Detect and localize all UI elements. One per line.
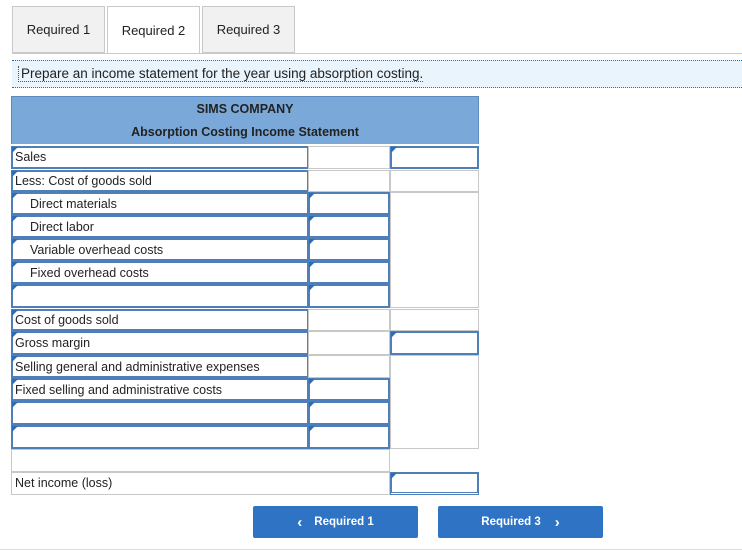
net-income-amount-input[interactable] [390, 472, 479, 495]
cogs-right-cell [390, 309, 479, 331]
tab-required-2[interactable]: Required 2 [107, 6, 200, 54]
fixed-overhead-label: Fixed overhead costs [30, 266, 149, 280]
less-cogs-right-cell [390, 170, 479, 192]
blank-row-1-amount-input[interactable] [308, 284, 390, 308]
footer-divider [0, 549, 742, 550]
instruction-text: Prepare an income statement for the year using absorption costing. [18, 66, 423, 82]
prev-required-label: Required 1 [314, 516, 374, 528]
cogs-detail-right-box [390, 192, 479, 308]
tab-divider [12, 53, 742, 54]
sales-label: Sales [15, 150, 47, 164]
gross-margin-mid-cell [308, 331, 390, 355]
instruction-banner [12, 60, 742, 88]
tab-required-1[interactable]: Required 1 [12, 6, 105, 53]
sales-amount-input[interactable] [390, 146, 479, 169]
fixed-selling-admin-amount-input[interactable] [308, 378, 390, 401]
sga-expenses-label: Selling general and administrative expenses [15, 360, 260, 374]
direct-labor-label: Direct labor [30, 220, 94, 234]
cogs-mid-cell [308, 309, 390, 331]
fixed-overhead-amount-input[interactable] [308, 261, 390, 284]
sales-mid-cell [308, 146, 390, 169]
company-name: SIMS COMPANY [11, 96, 479, 120]
cost-of-goods-sold-label: Cost of goods sold [15, 313, 119, 327]
tab-bar [12, 6, 297, 54]
tab-required-3[interactable]: Required 3 [202, 6, 295, 53]
blank-row-3-amount-input[interactable] [308, 425, 390, 449]
less-cogs-label: Less: Cost of goods sold [15, 174, 152, 188]
sga-mid-cell [308, 355, 390, 378]
sales-label-input[interactable] [11, 146, 309, 169]
statement-title: Absorption Costing Income Statement [11, 120, 479, 144]
blank-row-1-label-input[interactable] [11, 284, 309, 308]
direct-materials-amount-input[interactable] [308, 192, 390, 215]
prev-required-button[interactable] [253, 506, 418, 538]
direct-materials-label: Direct materials [30, 197, 117, 211]
blank-row-2-label-input[interactable] [11, 401, 309, 425]
chevron-left-icon: ‹ [297, 513, 303, 531]
gross-margin-label: Gross margin [15, 336, 91, 350]
next-required-label: Required 3 [481, 516, 541, 528]
chevron-right-icon: › [554, 513, 560, 531]
spacer-row [11, 449, 390, 472]
variable-overhead-amount-input[interactable] [308, 238, 390, 261]
less-cogs-mid-cell [308, 170, 390, 192]
variable-overhead-label: Variable overhead costs [30, 243, 164, 257]
next-required-button[interactable] [438, 506, 603, 538]
blank-row-2-amount-input[interactable] [308, 401, 390, 425]
direct-labor-amount-input[interactable] [308, 215, 390, 238]
gross-margin-amount-input[interactable] [390, 331, 479, 355]
blank-row-3-label-input[interactable] [11, 425, 309, 449]
fixed-selling-admin-label: Fixed selling and administrative costs [15, 383, 223, 397]
net-income-label: Net income (loss) [15, 476, 113, 490]
selling-right-box [390, 355, 479, 449]
